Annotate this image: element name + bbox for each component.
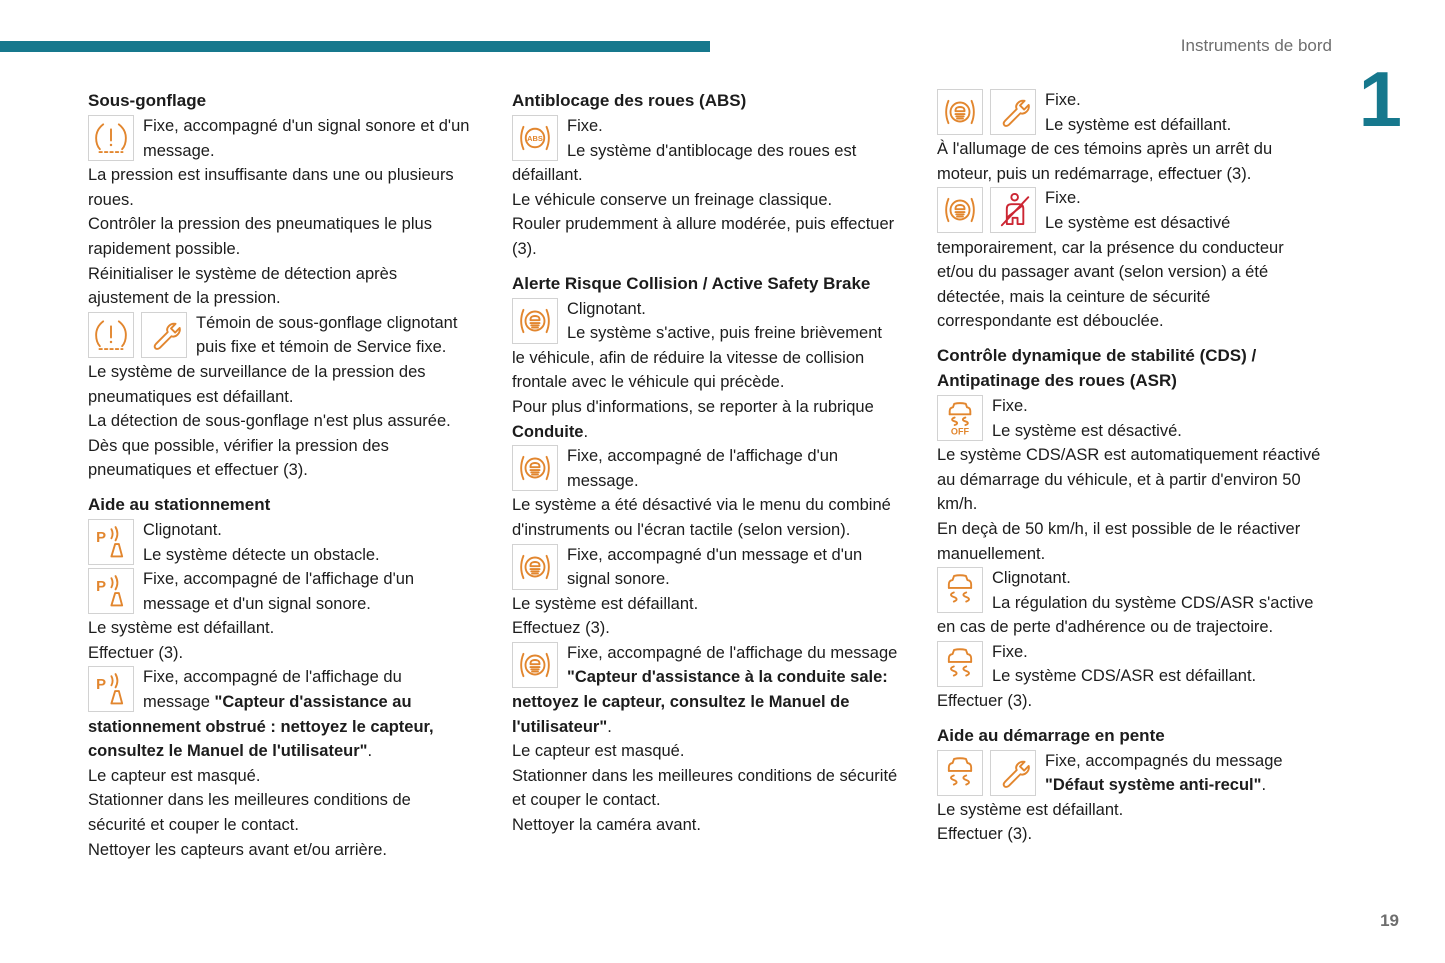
paragraph [937, 822, 1323, 847]
section [88, 88, 472, 483]
indicator-icons [937, 641, 983, 687]
text-run: Fixe. [992, 396, 1028, 415]
collision-icon [512, 445, 558, 491]
text-run: Le système CDS/ASR est défaillant. [992, 667, 1257, 686]
paragraph [937, 443, 1323, 517]
entry-text-line [512, 641, 898, 739]
bold-text-run: Conduite [512, 422, 584, 441]
warning-entry [88, 665, 472, 763]
text-run: Le système est défaillant. [512, 594, 699, 613]
text-run: Le système d'antiblocage des roues est défaillant. [512, 141, 857, 185]
column-3 [937, 88, 1323, 847]
text-run: . [367, 742, 373, 761]
text-run: Le capteur est masqué. [88, 766, 261, 785]
indicator-icons [937, 89, 1036, 135]
text-run: Le système détecte un obstacle. [143, 545, 380, 564]
paragraph [512, 764, 898, 813]
text-run: Contrôler la pression des pneumatiques le plus rapidement possible. [88, 215, 432, 258]
collision-icon [937, 89, 983, 135]
entry-text-line [937, 640, 1323, 665]
paragraph [937, 689, 1323, 714]
text-run: . [583, 422, 589, 441]
wrench-icon [990, 89, 1036, 135]
text-run: Le système est défaillant. [937, 800, 1124, 819]
entry-text-line [937, 394, 1323, 419]
text-run: Dès que possible, vérifier la pression des pneumatiques et effectuer (3). [88, 436, 389, 480]
entry-text-line [512, 114, 898, 139]
svg-text:ABS: ABS [527, 133, 543, 143]
paragraph [88, 434, 472, 483]
paragraph [88, 212, 472, 261]
text-run: . [1261, 776, 1267, 795]
text-run: Stationner dans les meilleures conditions de sécurité et couper le contact. [512, 766, 898, 810]
section [937, 343, 1323, 714]
paragraph [88, 360, 472, 409]
paragraph [88, 788, 472, 837]
text-run: Le système a été désactivé via le menu du combiné d'instruments ou l'écran tactile (selon version). [512, 496, 891, 539]
text-run: Clignotant. [567, 299, 646, 318]
svg-text:P: P [96, 677, 107, 694]
warning-entry [512, 297, 898, 395]
text-run: Le véhicule conserve un freinage classique. [512, 190, 833, 209]
collision-icon [937, 187, 983, 233]
text-run: Nettoyer les capteurs avant et/ou arrière. [88, 840, 387, 859]
entry-text-line [88, 543, 472, 568]
warning-entry [88, 567, 472, 616]
section [512, 271, 898, 838]
indicator-icons [88, 666, 134, 712]
section [512, 88, 898, 262]
svg-text:P: P [96, 579, 107, 596]
wrench-icon [141, 312, 187, 358]
tire-pressure-icon [88, 312, 134, 358]
warning-entry [937, 394, 1323, 443]
indicator-icons [512, 544, 558, 590]
warning-entry [937, 749, 1323, 798]
seatbelt-icon [990, 187, 1036, 233]
indicator-icons [88, 568, 134, 614]
warning-entry [512, 543, 898, 592]
section [88, 492, 472, 862]
text-run: Le système s'active, puis freine brièvement le véhicule, afin de réduire la vitesse de collision frontale avec le véhicule qui précède. [512, 324, 882, 392]
text-run: Rouler prudemment à allure modérée, puis effectuer (3). [512, 215, 895, 258]
text-run: Le système est désactivé. [992, 421, 1182, 440]
esp-off-icon [937, 395, 983, 441]
text-run: Témoin de sous-gonflage clignotant puis fixe et témoin de Service fixe. [196, 313, 458, 357]
svg-text:OFF: OFF [950, 426, 970, 437]
warning-entry [937, 186, 1323, 334]
warning-entry [937, 640, 1323, 689]
tire-pressure-icon [88, 115, 134, 161]
warning-entry [88, 518, 472, 567]
section [937, 88, 1323, 334]
text-run: Effectuer (3). [937, 692, 1033, 711]
paragraph [88, 616, 472, 641]
section-title: Sous-gonflage [88, 91, 207, 110]
entry-text-line [88, 665, 472, 763]
paragraph [512, 188, 898, 213]
paragraph [512, 616, 898, 641]
paragraph [512, 592, 898, 617]
paragraph [937, 517, 1323, 566]
page-number: 19 [1380, 911, 1399, 930]
text-run: Fixe. [992, 642, 1028, 661]
text-run: Le système de surveillance de la pression des pneumatiques est défaillant. [88, 362, 426, 406]
collision-icon [512, 544, 558, 590]
text-run: La détection de sous-gonflage n'est plus assurée. [88, 412, 451, 431]
entry-text-line [88, 567, 472, 616]
warning-entry [512, 114, 898, 188]
paragraph [88, 641, 472, 666]
wrench-icon [990, 750, 1036, 796]
text-run: Effectuer (3). [937, 825, 1033, 844]
text-run: Fixe, accompagné d'un signal sonore et d'un message. [143, 117, 470, 160]
paragraph [88, 764, 472, 789]
indicator-icons [88, 519, 134, 565]
section-title: Aide au stationnement [88, 494, 271, 514]
bold-text-run: "Défaut système anti-recul" [1045, 776, 1262, 795]
header-accent-bar [0, 41, 710, 52]
text-run: Fixe, accompagné de l'affichage d'un message. [567, 447, 839, 490]
column-2 [512, 88, 898, 838]
text-run: Clignotant. [143, 520, 222, 539]
paragraph [88, 262, 472, 311]
collision-icon [512, 298, 558, 344]
text-run: Fixe. [567, 117, 603, 135]
text-run: La pression est insuffisante dans une ou plusieurs roues. [88, 166, 454, 209]
abs-icon [512, 115, 558, 161]
bold-text-run: "Capteur d'assistance au stationnement obstrué : nettoyez le capteur, consultez le Manuel de l'utilisateur" [88, 693, 434, 761]
text-run: Stationner dans les meilleures conditions de sécurité et couper le contact. [88, 791, 411, 835]
text-run: Fixe, accompagné de l'affichage d'un message et d'un signal sonore. [143, 570, 415, 613]
text-run: Effectuer (3). [88, 643, 184, 662]
indicator-icons [937, 187, 1036, 233]
text-run: Fixe, accompagné de l'affichage du message [567, 643, 898, 662]
parking-sensor-icon [88, 666, 134, 712]
paragraph [937, 137, 1323, 186]
indicator-icons [88, 115, 134, 161]
parking-sensor-icon [88, 568, 134, 614]
bold-text-run: "Capteur d'assistance à la conduite sale: nettoyez le capteur, consultez le Manuel de l'utilisateur" [512, 668, 888, 736]
text-run: Fixe. [1045, 189, 1081, 208]
entry-text-line [937, 566, 1323, 591]
section-title: Contrôle dynamique de stabilité (CDS) / Antipatinage des roues (ASR) [937, 345, 1257, 390]
warning-entry [512, 444, 898, 493]
entry-text-line [512, 321, 898, 395]
chapter-number: 1 [1358, 55, 1399, 143]
section-title: Antiblocage des roues (ABS) [512, 91, 747, 110]
paragraph [512, 739, 898, 764]
paragraph [512, 395, 898, 444]
warning-entry [88, 311, 472, 360]
entry-text-line [88, 114, 472, 163]
esp-icon [937, 567, 983, 613]
text-run: Le système CDS/ASR est automatiquement réactivé au démarrage du véhicule, et à partir d'environ 50 km/h. [937, 446, 1321, 514]
indicator-icons [937, 395, 983, 441]
paragraph [88, 409, 472, 434]
text-run: Réinitialiser le système de détection après ajustement de la pression. [88, 264, 398, 308]
text-run: Pour plus d'informations, se reporter à la rubrique [512, 397, 874, 416]
text-run: Fixe, accompagnés du message [1045, 751, 1283, 770]
indicator-icons [512, 115, 558, 161]
svg-text:P: P [96, 529, 107, 546]
text-run: Le système est défaillant. [88, 619, 275, 638]
collision-icon [512, 642, 558, 688]
text-run: Fixe, accompagné de l'affichage du message [143, 668, 402, 712]
text-run: Nettoyer la caméra avant. [512, 816, 701, 835]
text-run: Le capteur est masqué. [512, 742, 685, 761]
paragraph [512, 212, 898, 261]
esp-icon [937, 641, 983, 687]
paragraph [88, 838, 472, 863]
text-run: En deçà de 50 km/h, il est possible de le réactiver manuellement. [937, 519, 1301, 563]
warning-entry [88, 114, 472, 163]
indicator-icons [937, 567, 983, 613]
page-header-title: Instruments de bord [1180, 36, 1332, 55]
text-run: À l'allumage de ces témoins après un arrêt du moteur, puis un redémarrage, effectuer (3). [937, 140, 1273, 183]
indicator-icons [937, 750, 1036, 796]
text-run: Le système est défaillant. [1045, 115, 1232, 134]
warning-entry [937, 566, 1323, 640]
paragraph [88, 163, 472, 212]
warning-entry [937, 88, 1323, 137]
text-run: Le système est désactivé temporairement, car la présence du conducteur et/ou du passager avant (selon version) a été détectée, mais la ceinture de sécurité correspondante est débouclée. [937, 213, 1284, 331]
section [937, 723, 1323, 847]
text-run: Fixe. [1045, 91, 1081, 109]
warning-entry [512, 641, 898, 739]
text-run: Clignotant. [992, 569, 1071, 588]
entry-text-line [937, 419, 1323, 444]
esp-icon [937, 750, 983, 796]
text-run: . [607, 717, 612, 736]
entry-text-line [512, 444, 898, 493]
entry-text-line [88, 518, 472, 543]
indicator-icons [512, 298, 558, 344]
parking-sensor-icon [88, 519, 134, 565]
text-run: La régulation du système CDS/ASR s'active en cas de perte d'adhérence ou de trajectoire. [937, 593, 1314, 637]
entry-text-line [512, 297, 898, 322]
entry-text-line [512, 543, 898, 592]
indicator-icons [88, 312, 187, 358]
entry-text-line [937, 664, 1323, 689]
paragraph [512, 813, 898, 838]
text-run: Effectuez (3). [512, 619, 610, 638]
column-1 [88, 88, 472, 862]
text-run: Fixe, accompagné d'un message et d'un signal sonore. [567, 545, 863, 589]
section-title: Alerte Risque Collision / Active Safety Brake [512, 273, 871, 293]
paragraph [512, 493, 898, 542]
entry-text-line [512, 139, 898, 188]
section-title: Aide au démarrage en pente [937, 725, 1165, 745]
entry-text-line [937, 591, 1323, 640]
indicator-icons [512, 445, 558, 491]
indicator-icons [512, 642, 558, 688]
paragraph [937, 798, 1323, 823]
